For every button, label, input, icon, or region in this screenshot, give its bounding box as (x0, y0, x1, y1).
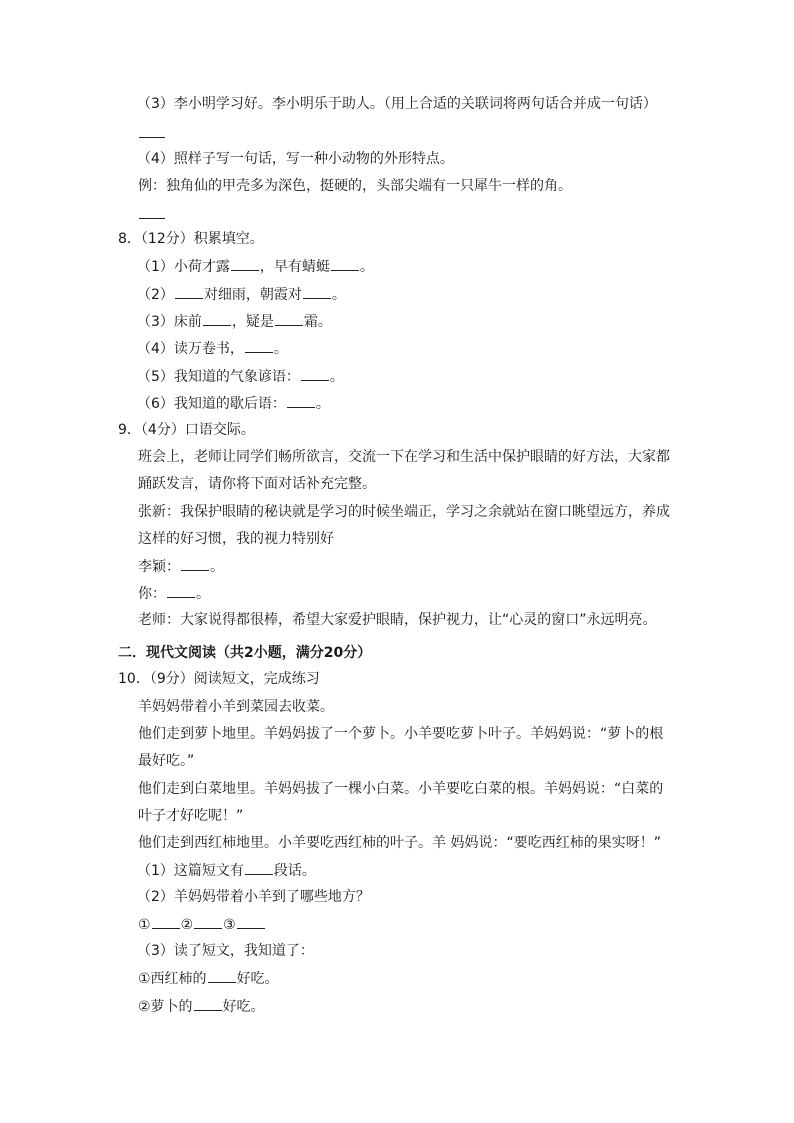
q7-item3: （3）李小明学习好。李小明乐于助人。（用上合适的关联词将两句话合并成一句话） (137, 96, 657, 112)
q8-item5: （5）我知道的气象谚语： 。 (137, 366, 344, 386)
q10-passage-p2-line2: 最好吃。” (138, 753, 195, 769)
q7-example: 例：独角仙的甲壳多为深色，挺硬的，头部尖端有一只犀牛一样的角。 (138, 178, 572, 194)
q8-item3: （3）床前 ，疑是 霜。 (137, 311, 332, 331)
q10-sub3-answer1: ①西红柿的 好吃。 (138, 968, 279, 988)
q10-sub2: （2）羊妈妈带着小羊到了哪些地方？ (137, 889, 370, 905)
q9-zhang-line1: 张新：我保护眼睛的秘诀就是学习的时候坐端正，学习之余就站在窗口眺望远方，养成 (138, 504, 670, 520)
answer-blank[interactable] (208, 968, 236, 983)
answer-blank[interactable] (152, 914, 180, 929)
q9-li-line: 李颖： 。 (138, 556, 224, 576)
answer-blank[interactable] (331, 256, 359, 271)
q9-zhang-line2: 这样的好习惯，我的视力特别好 (138, 531, 334, 547)
answer-blank[interactable] (237, 914, 265, 929)
q10-passage-p3-line2: 叶子才好吃呢！” (138, 808, 244, 824)
q8-item4: （4）读万卷书， 。 (137, 338, 288, 358)
answer-blank[interactable] (245, 860, 273, 875)
answer-blank[interactable] (231, 256, 259, 271)
answer-blank[interactable] (301, 366, 329, 381)
q8-item2: （2） 对细雨，朝霞对 。 (137, 284, 346, 304)
answer-blank[interactable] (203, 311, 231, 326)
section2-title: 二．现代文阅读（共2小题，满分20分） (118, 645, 372, 661)
q9-intro-line2: 踊跃发言，请你将下面对话补充完整。 (138, 476, 376, 492)
q10-sub1: （1）这篇短文有 段话。 (137, 860, 316, 880)
q9-teacher-line: 老师：大家说得都很棒，希望大家爱护眼睛，保护视力，让“心灵的窗口”永远明亮。 (138, 612, 657, 628)
answer-blank[interactable] (275, 311, 303, 326)
q8-item1: （1）小荷才露 ，早有蜻蜓 。 (137, 256, 374, 276)
q10-header: 10．（9分）阅读短文，完成练习 (118, 671, 320, 687)
q7-item4-answer-blank[interactable] (138, 204, 166, 224)
q7-item3-answer-blank[interactable] (138, 123, 166, 143)
answer-blank[interactable] (175, 284, 203, 299)
q9-intro-line1: 班会上，老师让同学们畅所欲言，交流一下在学习和生活中保护眼睛的好方法，大家都 (138, 449, 670, 465)
q7-item4: （4）照样子写一句话，写一种小动物的外形特点。 (137, 151, 454, 167)
q10-passage-p2-line1: 他们走到萝卜地里。羊妈妈拔了一个萝卜。小羊要吃萝卜叶子。羊妈妈说：“萝卜的根 (138, 726, 664, 742)
q10-passage-p4: 他们走到西红柿地里。小羊要吃西红柿的叶子。羊 妈妈说：“要吃西红柿的果实呀！” (138, 835, 661, 851)
answer-blank[interactable] (245, 338, 273, 353)
q8-header: 8．（12分）积累填空。 (118, 231, 264, 247)
answer-blank[interactable] (287, 393, 315, 408)
q10-sub3: （3）读了短文，我知道了： (137, 943, 314, 959)
answer-blank[interactable] (167, 583, 195, 598)
q9-you-line: 你： 。 (138, 583, 210, 603)
q10-passage-p3-line1: 他们走到白菜地里。羊妈妈拔了一棵小白菜。小羊要吃白菜的根。羊妈妈说：“白菜的 (138, 781, 664, 797)
q9-header: 9．（4分）口语交际。 (118, 422, 255, 438)
q10-passage-p1: 羊妈妈带着小羊到菜园去收菜。 (138, 699, 334, 715)
q8-item6: （6）我知道的歇后语： 。 (137, 393, 330, 413)
answer-blank[interactable] (194, 996, 222, 1011)
answer-blank[interactable] (194, 914, 222, 929)
q10-sub2-answers: ① ② ③ (138, 914, 266, 934)
answer-blank[interactable] (181, 556, 209, 571)
answer-blank[interactable] (303, 284, 331, 299)
q10-sub3-answer2: ②萝卜的 好吃。 (138, 996, 265, 1016)
